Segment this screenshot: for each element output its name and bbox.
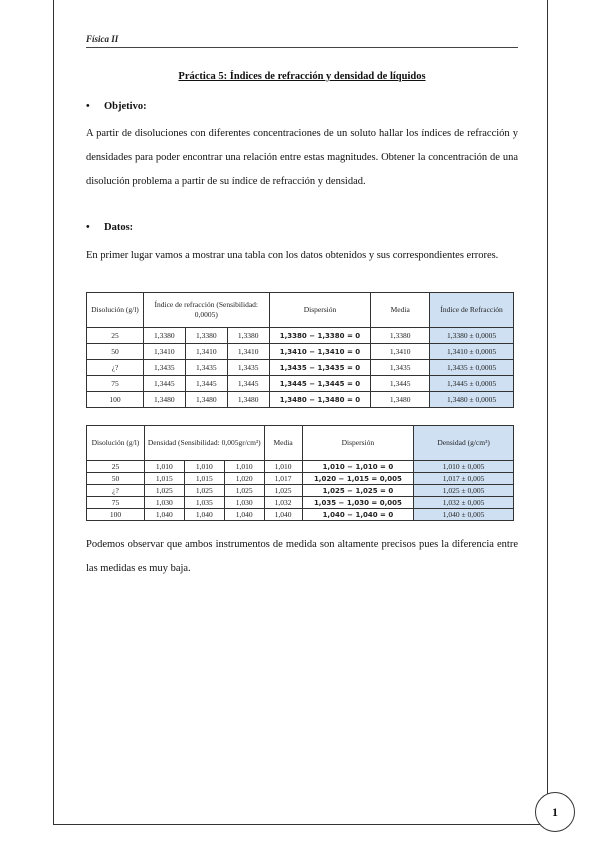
cell-v3: 1,3445 [227, 376, 269, 392]
col-header-disolucion: Disolución (g/l) [87, 293, 144, 328]
cell-c: 100 [87, 509, 145, 521]
cell-disp: 1,3480 − 1,3480 = 0 [269, 392, 371, 408]
cell-v3: 1,3410 [227, 344, 269, 360]
cell-v1: 1,040 [144, 509, 184, 521]
cell-res: 1,040 ± 0,005 [414, 509, 514, 521]
cell-c: ¿? [87, 360, 144, 376]
refraction-table [86, 292, 514, 408]
cell-res: 1,3380 ± 0,0005 [430, 328, 514, 344]
cell-media: 1,3410 [371, 344, 430, 360]
cell-v3: 1,040 [224, 509, 264, 521]
table-row [87, 344, 514, 360]
col-header-dispersion: Dispersión [302, 426, 414, 461]
cell-disp: 1,3435 − 1,3435 = 0 [269, 360, 371, 376]
cell-disp: 1,010 − 1,010 = 0 [302, 461, 414, 473]
col-header-resultado: Densidad (g/cm³) [414, 426, 514, 461]
col-header-indice: Índice de refracción (Sensibilidad: 0,0005) [143, 293, 269, 328]
cell-media: 1,010 [264, 461, 302, 473]
cell-c: 75 [87, 497, 145, 509]
cell-res: 1,017 ± 0,005 [414, 473, 514, 485]
cell-c: ¿? [87, 485, 145, 497]
cell-disp: 1,035 − 1,030 = 0,005 [302, 497, 414, 509]
cell-v3: 1,3480 [227, 392, 269, 408]
cell-v3: 1,010 [224, 461, 264, 473]
cell-disp: 1,020 − 1,015 = 0,005 [302, 473, 414, 485]
cell-v1: 1,015 [144, 473, 184, 485]
cell-disp: 1,3410 − 1,3410 = 0 [269, 344, 371, 360]
cell-v2: 1,035 [184, 497, 224, 509]
cell-res: 1,3410 ± 0,0005 [430, 344, 514, 360]
cell-v2: 1,3445 [185, 376, 227, 392]
objetivo-paragraph: A partir de disoluciones con diferentes concentraciones de un soluto hallar los índices de refracción y densidades para poder encontrar una relación entre estas magnitudes. Obtener la concentración de una disolución problema a partir de su índice de refracción y densidad. [86, 128, 518, 187]
cell-res: 1,3435 ± 0,0005 [430, 360, 514, 376]
cell-v2: 1,010 [184, 461, 224, 473]
cell-media: 1,025 [264, 485, 302, 497]
cell-v2: 1,3480 [185, 392, 227, 408]
table-row [87, 485, 514, 497]
col-header-disolucion: Disolución (g/l) [87, 426, 145, 461]
table-row [87, 360, 514, 376]
table-row [87, 497, 514, 509]
cell-v2: 1,3410 [185, 344, 227, 360]
cell-disp: 1,3380 − 1,3380 = 0 [269, 328, 371, 344]
col-header-resultado: Índice de Refracción [430, 293, 514, 328]
cell-v2: 1,040 [184, 509, 224, 521]
running-header: Física II [86, 34, 518, 48]
cell-v1: 1,030 [144, 497, 184, 509]
cell-disp: 1,3445 − 1,3445 = 0 [269, 376, 371, 392]
density-table [86, 425, 514, 521]
table-row [87, 392, 514, 408]
objetivo-heading-text: Objetivo: [104, 101, 147, 112]
cell-v2: 1,3435 [185, 360, 227, 376]
datos-heading-text: Datos: [104, 222, 134, 233]
cell-disp: 1,040 − 1,040 = 0 [302, 509, 414, 521]
cell-c: 50 [87, 344, 144, 360]
cell-media: 1,3480 [371, 392, 430, 408]
table-row [87, 376, 514, 392]
cell-v3: 1,3435 [227, 360, 269, 376]
cell-v2: 1,3380 [185, 328, 227, 344]
cell-c: 75 [87, 376, 144, 392]
col-header-media: Media [264, 426, 302, 461]
cell-v3: 1,025 [224, 485, 264, 497]
conclusion-paragraph: Podemos observar que ambos instrumentos de medida son altamente precisos pues la diferencia entre las medidas es muy baja. [86, 539, 518, 574]
cell-media: 1,3445 [371, 376, 430, 392]
table-row [87, 461, 514, 473]
cell-v1: 1,3380 [143, 328, 185, 344]
page-title: Práctica 5: Índices de refracción y densidad de líquidos [178, 71, 426, 82]
cell-v1: 1,3480 [143, 392, 185, 408]
bullet-icon: • [86, 222, 90, 233]
cell-media: 1,3435 [371, 360, 430, 376]
table-row [87, 509, 514, 521]
cell-v3: 1,030 [224, 497, 264, 509]
datos-paragraph: En primer lugar vamos a mostrar una tabla con los datos obtenidos y sus correspondientes errores. [86, 250, 499, 261]
cell-res: 1,3480 ± 0,0005 [430, 392, 514, 408]
cell-disp: 1,025 − 1,025 = 0 [302, 485, 414, 497]
cell-v1: 1,3435 [143, 360, 185, 376]
cell-res: 1,010 ± 0,005 [414, 461, 514, 473]
cell-v2: 1,015 [184, 473, 224, 485]
cell-media: 1,040 [264, 509, 302, 521]
cell-c: 100 [87, 392, 144, 408]
cell-v1: 1,010 [144, 461, 184, 473]
col-header-densidad: Densidad (Sensibilidad: 0,005gr/cm³) [144, 426, 264, 461]
cell-v1: 1,3445 [143, 376, 185, 392]
cell-c: 25 [87, 461, 145, 473]
cell-v3: 1,020 [224, 473, 264, 485]
col-header-media: Media [371, 293, 430, 328]
table-row [87, 328, 514, 344]
cell-v1: 1,025 [144, 485, 184, 497]
cell-res: 1,3445 ± 0,0005 [430, 376, 514, 392]
cell-res: 1,032 ± 0,005 [414, 497, 514, 509]
bullet-icon: • [86, 101, 90, 112]
cell-media: 1,032 [264, 497, 302, 509]
objetivo-heading [86, 101, 147, 112]
table-row [87, 473, 514, 485]
cell-v2: 1,025 [184, 485, 224, 497]
datos-heading [86, 222, 133, 233]
page-number: 1 [535, 792, 575, 832]
col-header-dispersion: Dispersión [269, 293, 371, 328]
cell-v1: 1,3410 [143, 344, 185, 360]
cell-media: 1,3380 [371, 328, 430, 344]
cell-media: 1,017 [264, 473, 302, 485]
cell-c: 50 [87, 473, 145, 485]
cell-res: 1,025 ± 0,005 [414, 485, 514, 497]
cell-v3: 1,3380 [227, 328, 269, 344]
cell-c: 25 [87, 328, 144, 344]
